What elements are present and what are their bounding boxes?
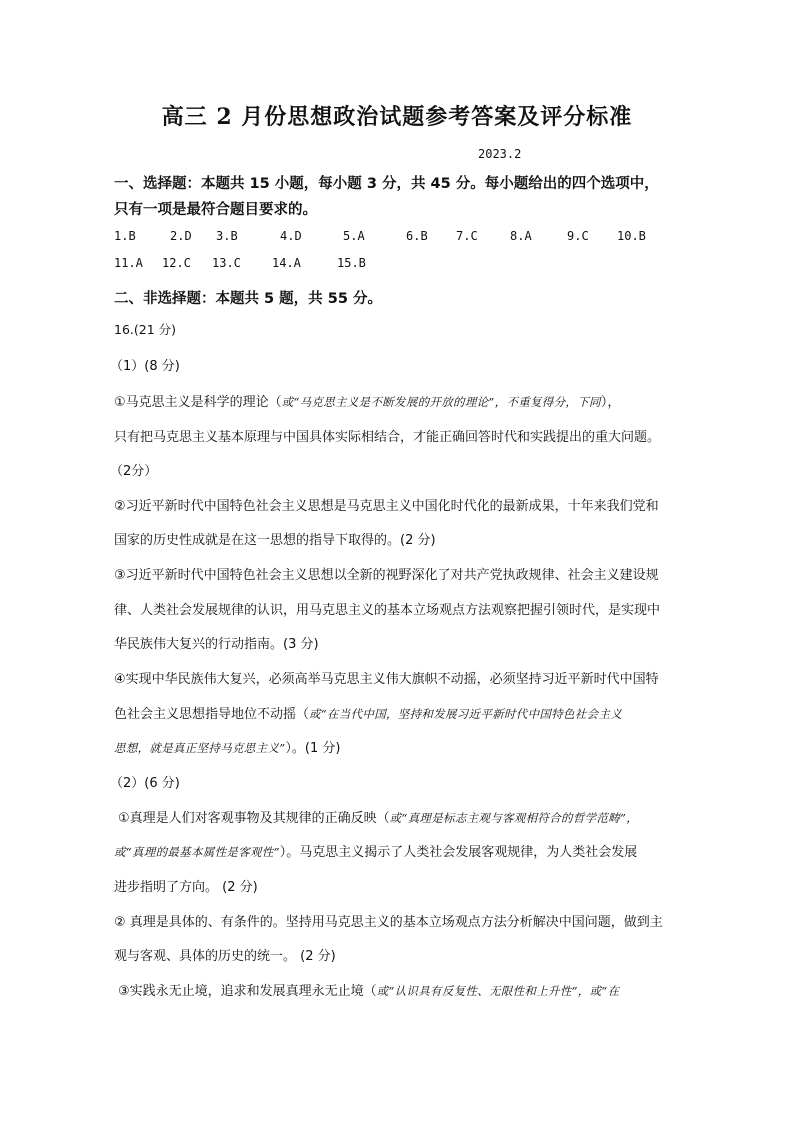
answer-item: 9.C [567, 229, 589, 243]
score-line: （2分） [110, 464, 158, 479]
answer-text-line [114, 391, 620, 410]
note-run: 或“真理是标志主观与客观相符合的哲学范畴”， [389, 811, 639, 825]
text-run: ）。(1 分) [285, 741, 341, 756]
answer-text-line: 进步指明了方向。 (2 分) [114, 880, 258, 895]
part1-label: （1）(8 分) [110, 359, 180, 374]
text-run: ）， [600, 395, 621, 410]
text-run: ①真理是人们对客观事物及其规律的正确反映（ [118, 811, 390, 826]
answer-row-2 [114, 256, 714, 274]
note-run: 或“马克思主义是不断发展的开放的理论”，不重复得分，下同 [281, 395, 601, 409]
section1-heading-line1: 一、选择题：本题共 15 小题，每小题 3 分，共 45 分。每小题给出的四个选项中， [114, 176, 659, 192]
answer-text-line [114, 737, 340, 756]
part2-label: （2）(6 分) [110, 776, 180, 791]
section2-heading: 二、非选择题：本题共 5 题，共 55 分。 [114, 291, 382, 307]
note-run: 或“认识具有反复性、无限性和上升性”，或“在 [376, 984, 620, 998]
answer-item: 6.B [406, 229, 428, 243]
text-run: 色社会主义思想指导地位不动摇（ [114, 707, 310, 722]
answer-item: 13.C [212, 256, 241, 270]
document-date: 2023.2 [478, 147, 522, 161]
answer-text-line [114, 841, 637, 860]
answer-text-line: 只有把马克思主义基本原理与中国具体实际相结合，才能正确回答时代和实践提出的重大问题。 [114, 430, 661, 445]
answer-item: 7.C [456, 229, 478, 243]
answer-text-line: 华民族伟大复兴的行动指南。(3 分) [114, 637, 319, 652]
answer-text-line: ② 真理是具体的、有条件的。坚持用马克思主义的基本立场观点方法分析解决中国问题，做到主 [114, 915, 663, 930]
note-run: 或“真理的最基本属性是客观性” [114, 845, 280, 859]
text-run: ）。马克思主义揭示了人类社会发展客观规律，为人类社会发展 [279, 845, 638, 860]
question-16-label: 16.(21 分) [114, 322, 177, 337]
answer-text-line [114, 703, 622, 722]
answer-item: 8.A [510, 229, 532, 243]
answer-item: 10.B [617, 229, 646, 243]
answer-text-line: 国家的历史性成就是在这一思想的指导下取得的。(2 分) [114, 533, 436, 548]
answer-row-1 [114, 229, 714, 247]
answer-item: 12.C [162, 256, 191, 270]
answer-item: 1.B [114, 229, 136, 243]
answer-text-line [118, 807, 638, 826]
answer-item: 3.B [216, 229, 238, 243]
answer-text-line: 律、人类社会发展规律的认识，用马克思主义的基本立场观点方法观察把握引领时代，是实现中 [114, 603, 661, 618]
note-run: 或“在当代中国，坚持和发展习近平新时代中国特色社会主义 [309, 707, 622, 721]
answer-text-line: 观与客观、具体的历史的统一。 (2 分) [114, 949, 336, 964]
section1-heading-line2: 只有一项是最符合题目要求的。 [114, 202, 317, 218]
text-run: ①马克思主义是科学的理论（ [114, 395, 282, 410]
text-run: ③实践永无止境，追求和发展真理永无止境（ [118, 984, 377, 999]
answer-item: 5.A [343, 229, 365, 243]
answer-item: 14.A [272, 256, 301, 270]
answer-item: 11.A [114, 256, 143, 270]
answer-text-line: ④实现中华民族伟大复兴，必须高举马克思主义伟大旗帜不动摇，必须坚持习近平新时代中国特 [114, 672, 659, 687]
answer-text-line: ②习近平新时代中国特色社会主义思想是马克思主义中国化时代化的最新成果，十年来我们党和 [114, 499, 659, 514]
note-run: 思想，就是真正坚持马克思主义” [114, 741, 286, 755]
answer-text-line: ③习近平新时代中国特色社会主义思想以全新的视野深化了对共产党执政规律、社会主义建设规 [114, 568, 659, 583]
answer-item: 2.D [170, 229, 192, 243]
document-title: 高三 2 月份思想政治试题参考答案及评分标准 [161, 104, 633, 130]
answer-item: 4.D [280, 229, 302, 243]
answer-text-line [118, 980, 619, 999]
answer-item: 15.B [337, 256, 366, 270]
